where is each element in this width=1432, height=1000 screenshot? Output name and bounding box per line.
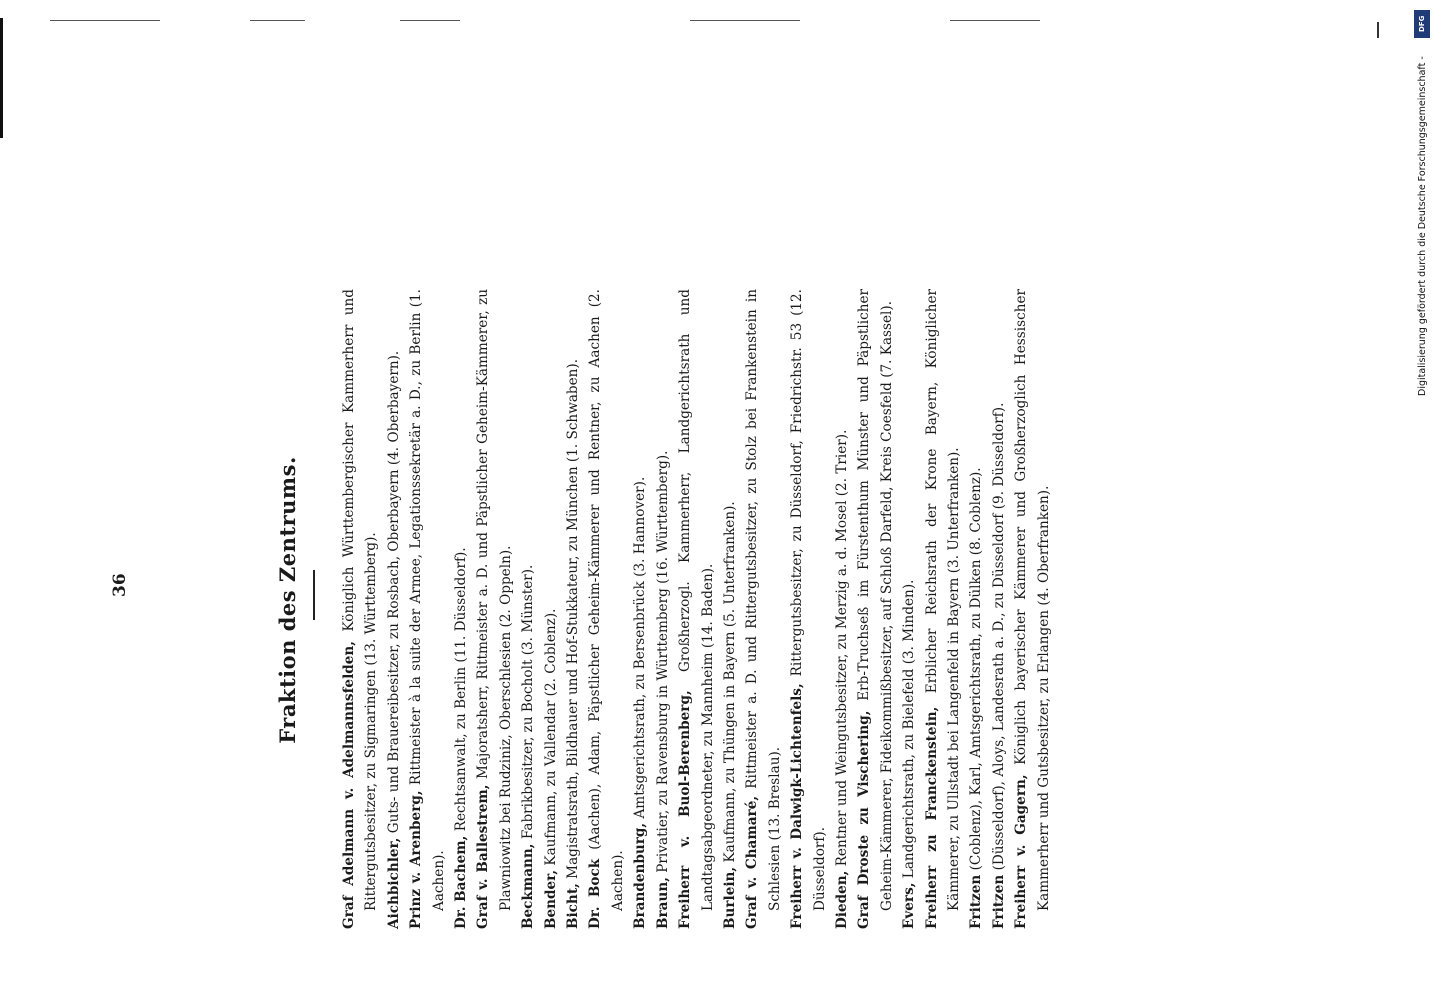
member-name: Evers, [901,882,918,929]
member-entry [540,289,562,929]
member-details: Majoratsherr, Rittmeister a. D. und Päpstlicher Geheim-Kämmerer, zu Plawniowitz bei Rudziniz, Oberschlesien (2. Oppeln). [475,289,514,911]
member-details: Erb-Truchseß im Fürstenthum Münster und Päpstlicher Geheim-Kämmerer, Fideikommißbesitzer, auf Schloß Darfeld, Kreis Coesfeld (7. Kassel). [856,289,895,911]
member-name: Graf Droste zu Vischering, [856,710,873,929]
member-details: Königlich Württembergischer Kammerherr und Rittergutsbesitzer, zu Sigmaringen (13. Württemberg). [341,288,380,911]
member-name: Graf Adelmann v. Adelmannsfelden, [341,640,357,929]
scan-artifact [1377,22,1379,38]
scan-edge [0,18,6,138]
member-name: Burlein, [721,866,738,929]
member-details: Guts- und Brauereibesitzer, zu Rosbach, Oberbayern (4. Oberbayern). [385,350,402,838]
member-entry [921,289,966,929]
scan-artifact [250,20,305,21]
member-entry [831,289,853,929]
member-details: Rittmeister a. D. und Rittergutsbesitzer, zu Stolz bei Frankenstein in Schlesien (13. Breslau). [744,289,783,911]
member-details: (Aachen), Adam, Päpstlicher Geheim-Kämmerer und Rentner, zu Aachen (2. Aachen). [587,289,626,911]
member-name: Bender, [542,869,559,929]
member-details: Großherzogl. Kammerherr, Landgerichtsrath und Landtagsabgeordneter, zu Mannheim (14. Baden). [677,289,716,911]
member-entry [517,289,539,929]
member-name: Freiherr v. Buol-Berenberg, [677,690,694,929]
member-details: Kaufmann, zu Vallendar (2. Coblenz). [542,608,559,870]
member-details: Amtsgerichtsrath, zu Bersenbrück (3. Hannover). [632,476,649,823]
member-details: Erblicher Reichsrath der Krone Bayern, Königlicher Kämmerer, zu Ullstadt bei Langenfeld in Bayern (3. Unterfranken). [923,288,962,911]
member-details: (Düsseldorf), Aloys, Landesrath a. D., zu Düsseldorf (9. Düsseldorf). [990,402,1007,875]
page-number: 36 [110,573,130,597]
member-entry [741,289,786,929]
member-details: Rechtsanwalt, zu Berlin (11. Düsseldorf). [453,547,470,836]
member-entry [965,289,987,929]
member-details: Fabrikbesitzer, zu Bocholt (3. Münster). [520,564,537,844]
member-details: Rittergutsbesitzer, zu Düsseldorf, Friedrichstr. 53 (12. Düsseldorf). [789,289,828,911]
member-entry [629,289,651,929]
member-entry [562,289,584,929]
scan-artifact [400,20,460,21]
member-name: Freiherr zu Franckenstein, [923,706,940,929]
member-details: (Coblenz), Karl, Amtsgerichtsrath, zu Dülken (8. Coblenz). [968,467,985,875]
scan-artifact [690,20,800,21]
member-name: Freiherr v. Gagern, [1013,774,1030,929]
member-details: Rentner und Weingutsbesitzer, zu Merzig a. d. Mosel (2. Trier). [833,429,850,871]
scan-artifact [950,20,1040,21]
heading-rule [313,570,315,620]
member-entry [338,289,383,929]
member-details: Magistratsrath, Bildhauer und Hof-Stukkateur, zu München (1. Schwaben). [565,358,582,884]
member-name: Dr. Bock [587,858,604,929]
member-entry [472,289,517,929]
member-entry [405,289,450,929]
member-details: Privatier, zu Ravensburg in Württemberg (16. Württemberg). [654,450,671,878]
member-details: Kaufmann, zu Thüngen in Bayern (5. Unterfranken). [721,501,738,867]
member-entry [450,289,472,929]
member-name: Aichbichler, [385,837,402,929]
member-details: Königlich bayerischer Kämmerer und Großherzoglich Hessischer Kammerherr und Gutsbesitzer, zu Erlangen (4. Oberfranken). [1013,289,1052,911]
member-entry [988,289,1010,929]
member-details: Landgerichtsrath, zu Bielefeld (3. Minden). [901,579,918,883]
member-name: Dr. Bachem, [453,835,470,929]
member-entry [584,289,629,929]
member-name: Bicht, [565,883,582,929]
page-heading: Fraktion des Zentrums. [275,456,300,744]
member-entry [674,289,719,929]
member-name: Beckmann, [520,843,537,929]
digitization-note: Digitalisierung gefördert durch die Deutsche Forschungsgemeinschaft - [1417,56,1428,396]
member-name: Graf v. Ballestrem, [475,784,492,929]
member-name: Dieden, [833,870,850,929]
member-name: Graf v. Chamaré, [744,795,761,929]
scan-artifact [50,20,160,21]
member-name: Fritzen [990,874,1007,929]
member-entry [383,289,405,929]
member-entry [1010,289,1055,929]
document-page [80,235,1052,965]
member-list [338,289,1055,929]
member-details: Rittmeister à la suite der Armee, Legationssekretär a. D., zu Berlin (1. Aachen). [408,289,447,911]
member-name: Fritzen [968,874,985,929]
member-entry [853,289,898,929]
member-entry [898,289,920,929]
member-name: Braun, [654,877,671,929]
member-entry [719,289,741,929]
member-name: Prinz v. Arenberg, [408,790,425,929]
member-entry [786,289,831,929]
dfg-logo: DFG [1414,10,1430,38]
member-entry [652,289,674,929]
member-name: Brandenburg, [632,822,649,929]
member-name: Freiherr v. Dalwigk-Lichtenfels, [789,683,806,929]
